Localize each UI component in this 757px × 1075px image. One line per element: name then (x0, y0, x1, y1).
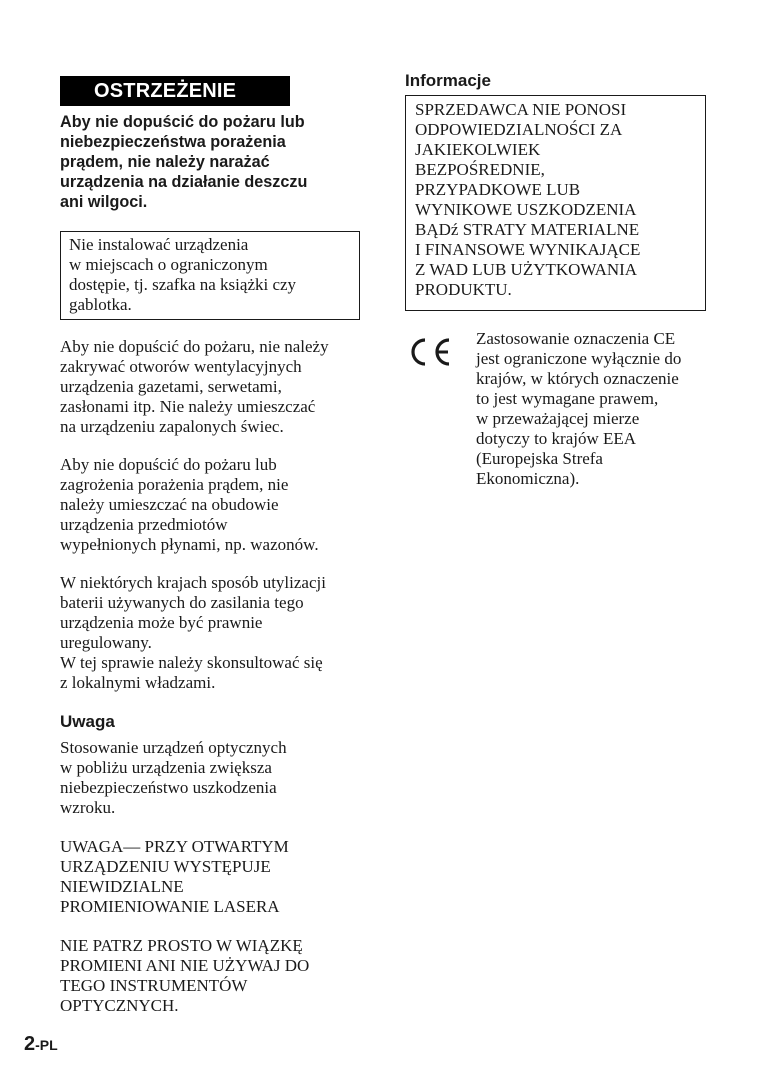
warning-title: OSTRZEŻENIE (60, 76, 290, 106)
liquids-paragraph: Aby nie dopuścić do pożaru lub zagrożenia porażenia prądem, nie należy umieszczać na obudowie urządzenia przedmiotów wypełnionych płynami, np. wazonów. (60, 455, 319, 554)
fire-ventilation-paragraph: Aby nie dopuścić do pożaru, nie należy zakrywać otworów wentylacyjnych urządzenia gazetami, serwetami, zasłonami itp. Nie należy umieszczać na urządzeniu zapalonych świec. (60, 337, 329, 436)
liability-disclaimer-box: SPRZEDAWCA NIE PONOSI ODPOWIEDZIALNOŚCI ZA JAKIEKOLWIEK BEZPOŚREDNIE, PRZYPADKOWE LUB WYNIKOWE USZKODZENIA BĄDź STRATY MATERIALNE I FINANSOWE WYNIKAJĄCE Z WAD LUB UŻYTKOWANIA PRODUKTU. (405, 95, 706, 311)
uwaga-heading: Uwaga (60, 712, 115, 731)
page-number-digit: 2 (24, 1033, 36, 1055)
laser-warning-paragraph: UWAGA— PRZY OTWARTYM URZĄDZENIU WYSTĘPUJE NIEWIDZIALNE PROMIENIOWANIE LASERA (60, 837, 289, 916)
info-heading: Informacje (405, 71, 491, 90)
warning-text: Aby nie dopuścić do pożaru lub niebezpieczeństwa porażenia prądem, nie należy narażać urządzenia na działanie deszczu ani wilgoci. (60, 113, 308, 211)
page-language-suffix: -PL (35, 1037, 58, 1053)
left-column (60, 76, 360, 1016)
laser-beam-paragraph: NIE PATRZ PROSTO W WIĄZKĘ PROMIENI ANI NIE UŻYWAJ DO TEGO INSTRUMENTÓW OPTYCZNYCH. (60, 936, 310, 1015)
battery-disposal-paragraph: W niektórych krajach sposób utylizacji baterii używanych do zasilania tego urządzenia może być prawnie uregulowany. W tej sprawie należy skonsultować się z lokalnymi władzami. (60, 573, 326, 692)
installation-notice-box: Nie instalować urządzenia w miejscach o ograniczonym dostępie, tj. szafka na książki czy gablotka. (60, 231, 360, 320)
ce-marking-section (405, 329, 705, 489)
ce-mark-icon (405, 337, 453, 367)
page-number (24, 1033, 58, 1056)
right-column (405, 71, 705, 489)
optics-paragraph: Stosowanie urządzeń optycznych w pobliżu urządzenia zwiększa niebezpieczeństwo uszkodzenia wzroku. (60, 738, 287, 817)
ce-marking-text: Zastosowanie oznaczenia CE jest ograniczone wyłącznie do krajów, w których oznaczenie to jest wymagane prawem, w przeważającej mierze dotyczy to krajów EEA (Europejska Strefa Ekonomiczna). (476, 329, 682, 488)
